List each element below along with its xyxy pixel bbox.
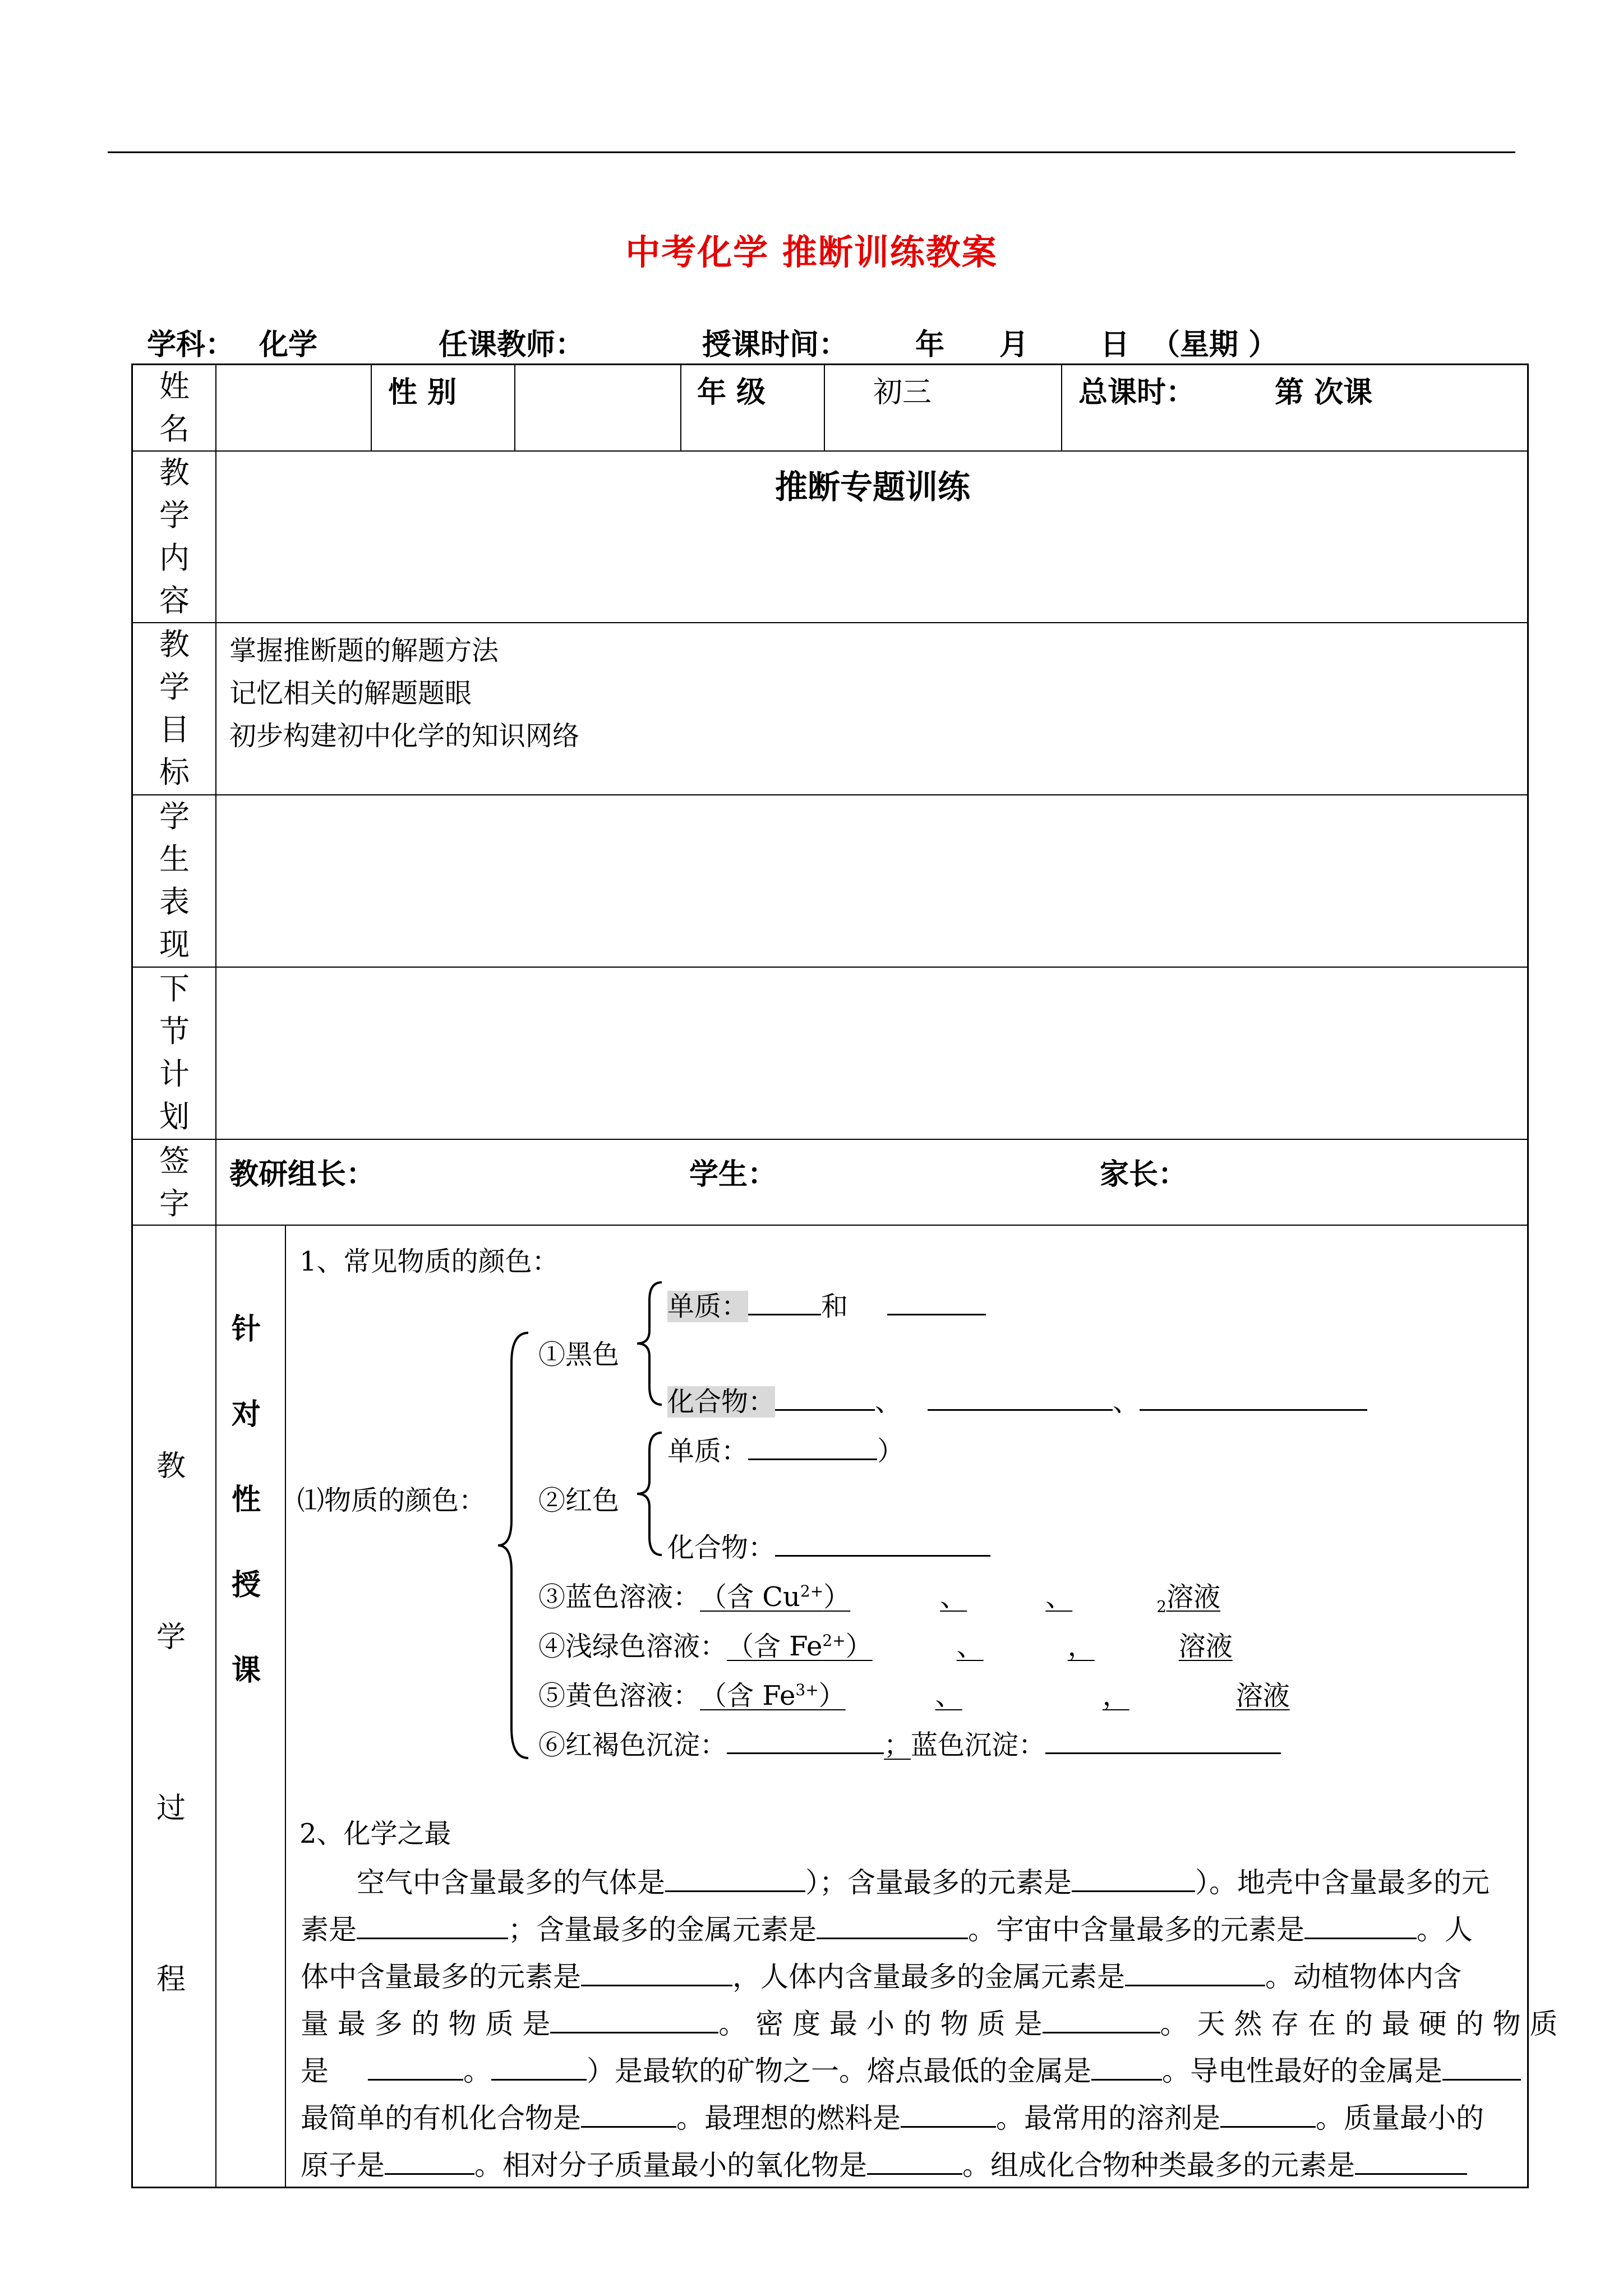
director-sign-label: 教研组长： [229, 1158, 376, 1191]
color-heading: ⑴物质的颜色： [297, 1485, 486, 1516]
section1-title: 1、常见物质的颜色： [299, 1246, 559, 1277]
yellow-solution-row: ⑤黄色溶液：（含 $Fe^{3+}$） 、 ， 溶液 [538, 1680, 1290, 1711]
black-color-label: ①黑色 [538, 1339, 620, 1370]
day-label: 日 [1100, 328, 1130, 362]
goal-item: 掌握推断题的解题方法 [229, 635, 499, 666]
parent-sign-label: 家长： [1100, 1158, 1188, 1191]
red-brace [633, 1430, 666, 1557]
row-divider [133, 622, 1528, 623]
process-label-char: 学 [156, 1621, 186, 1654]
superlatives-line: 素是 ；含量最多的金属元素是 。宇宙中含量最多的元素是 。人 [301, 1913, 1473, 1946]
column-divider [680, 365, 681, 450]
grade-value: 初三 [873, 376, 932, 409]
sign-label: 签 字 [159, 1143, 190, 1221]
black-compound-row: 化合物： 、 、 [667, 1380, 1367, 1419]
superlatives-line: 是 。 ）是最软的矿物之一。熔点最低的金属是 。导电性最好的金属是 [301, 2049, 1518, 2089]
row-divider [133, 1139, 1528, 1140]
column-divider [1061, 365, 1062, 450]
month-label: 月 [999, 328, 1029, 362]
lesson-number-label: 第 次课 [1275, 376, 1373, 409]
process-label-char: 过 [156, 1792, 186, 1825]
row-divider [133, 1225, 1528, 1226]
green-solution-row: ④浅绿色溶液：（含 $Fe^{2+}$） 、 ， 溶液 [538, 1631, 1233, 1662]
sub-label-char: 授 [232, 1568, 261, 1602]
student-sign-label: 学生： [689, 1158, 777, 1191]
document-title: 中考化学 推断训练教案 [625, 232, 998, 273]
year-label: 年 [915, 328, 945, 362]
next-plan-label: 下 节 计 划 [159, 971, 190, 1134]
column-divider [215, 365, 216, 2188]
total-hours-label: 总课时： [1078, 376, 1196, 409]
red-compound-row: 化合物： [667, 1526, 990, 1565]
sub-label-char: 课 [232, 1654, 261, 1687]
column-divider [514, 365, 515, 450]
grade-label: 年 级 [697, 376, 766, 409]
sub-label-char: 针 [232, 1313, 261, 1346]
superlatives-line: 原子是 。相对分子质量最小的氧化物是 。组成化合物种类最多的元素是 [301, 2143, 1518, 2183]
superlatives-line: 空气中含量最多的气体是 ）；含量最多的元素是 ）。地壳中含量最多的元 [357, 1866, 1490, 1899]
teacher-label: 任课教师： [439, 328, 585, 362]
subject-label: 学科： [147, 328, 235, 362]
time-label: 授课时间： [702, 328, 849, 362]
black-brace [633, 1280, 666, 1407]
red-color-label: ②红色 [538, 1485, 620, 1516]
goal-item: 初步构建初中化学的知识网络 [229, 720, 580, 752]
outer-brace [494, 1329, 533, 1761]
content-topic: 推断专题训练 [774, 468, 970, 506]
superlatives-line: 最简单的有机化合物是 。最理想的燃料是 。最常用的溶剂是 。质量最小的 [301, 2102, 1484, 2134]
precipitate-row: ⑥红褐色沉淀： ；蓝色沉淀： [538, 1723, 1281, 1762]
blue-solution-row: ③蓝色溶液：（含 $Cu^{2+}$） 、 、 $_2$溶液 [538, 1581, 1221, 1616]
column-divider [371, 365, 372, 450]
sub-label-char: 对 [232, 1398, 261, 1432]
name-label: 姓 名 [159, 369, 190, 447]
row-divider [133, 967, 1528, 968]
red-simple-row: 单质： ） [667, 1435, 905, 1467]
black-simple-row: 单质： 和 [667, 1285, 986, 1323]
column-divider [285, 1225, 286, 2188]
column-divider [824, 365, 825, 450]
superlatives-line: 量 最 多 的 物 质 是 。 密 度 最 小 的 物 质 是 。 天 然 存 在 的 最 硬 的 物 质 [301, 2008, 1558, 2040]
goals-label: 教 学 目 标 [159, 627, 190, 790]
process-label-char: 教 [156, 1450, 186, 1483]
gender-label: 性 别 [388, 376, 457, 409]
section2-title: 2、化学之最 [299, 1818, 451, 1849]
row-divider [133, 794, 1528, 795]
subject-value: 化学 [259, 328, 318, 362]
content-label: 教 学 内 容 [159, 455, 190, 618]
goal-item: 记忆相关的解题题眼 [229, 678, 472, 709]
process-label-char: 程 [156, 1963, 186, 1996]
performance-label: 学 生 表 现 [159, 799, 190, 962]
weekday-label: （星期 ） [1151, 328, 1278, 362]
header-rule [108, 151, 1515, 153]
row-divider [133, 450, 1528, 452]
superlatives-line: 体中含量最多的元素是 ，人体内含量最多的金属元素是 。动植物体内含 [301, 1961, 1461, 1993]
sub-label-char: 性 [232, 1483, 261, 1517]
